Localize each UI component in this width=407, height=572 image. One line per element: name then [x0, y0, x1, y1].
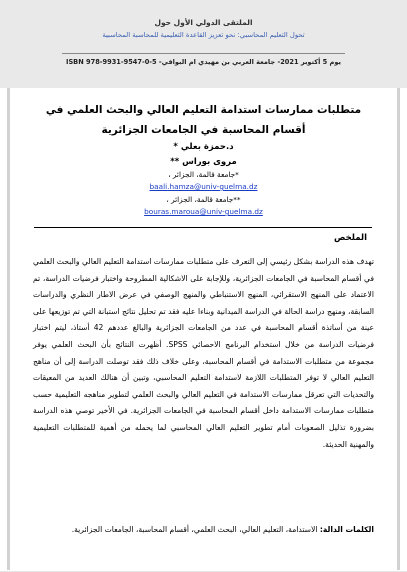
keywords-block: [33, 522, 374, 538]
header-band: [0, 0, 407, 88]
conference-title: الملتقى الدولي الأول حول: [154, 18, 253, 27]
header-divider: [62, 53, 345, 54]
affiliation-1: *جامعة قالمة، الجزائر ،: [168, 170, 239, 179]
author-2: مروى بوراس **: [170, 157, 237, 167]
author-1: د.حمزة بعلي *: [173, 142, 234, 152]
conference-subtitle-text: تحول التعليم المحاسبي: نحو تعزيز القاعدة التعليمية للمحاسبة المحاسبية: [102, 31, 305, 39]
paper-title: متطلبات ممارسات استدامة التعليم العالي والبحث العلمي في أقسام المحاسبة في الجامعات الجزائرية: [45, 104, 362, 136]
email-link-1[interactable]: baali.hamza@univ-guelma.dz: [149, 182, 258, 191]
email-link-2[interactable]: bouras.maroua@univ-guelma.dz: [144, 207, 263, 216]
keywords-label: الكلمات الدالة:: [319, 525, 374, 534]
abstract-heading: الملخص: [334, 233, 367, 243]
abstract-body: تهدف هذه الدراسة بشكل رئيسي إلى التعرف على متطلبات ممارسات استدامة التعليم العالي والبحث العلمي في أقسام المحاسبة في الجامعات الجزائرية، وللإجابة على الاشكالية المطروحة واختبار فرضيات الدراسة، تم الاعتماد على المنهج الاستقرائي، المنهج الاستنباطي والمنهج الوصفي في عرض الاطار النظري والدراسات السابقة، ومنهج دراسة الحالة في الدراسة الميدانية وبناءا عليه فقد تم تحليل نتائج استبانة التي تم توزيعها على عينة من أساتذة أقسام المحاسبة في عدد من الجامعات الجزائرية والبالغ عددهم 42 أستاذ، ليتم اختبار فرضيات الدراسة من خلال استخدام البرنامج الاحصائي SPSS. أظهرت النتائج بأن البحث العلمي يوفر مجموعة من متطلبات الاستدامة في أقسام المحاسبة، وعلى خلاف ذلك فقد توصلت الدراسة إلى أن مناهج التعليم العالي لا توفر المتطلبات اللازمة لاستدامة التعليم المحاسبي، وتبين أن هنالك العديد من المعيقات والتحديات التي تعرقل ممارسات الاستدامة في التعليم العالي والبحث العلمي لتطوير مناهجه التعليمية حسب متطلبات ممارسات الاستدامة داخل أقسام المحاسبة في الجامعات الجزائرية. في الأخير توصي هذه الدراسة بضرورة تذليل الصعوبات أمام تطوير التعليم العالي المحاسبي لما يحمله من أهمية للمتطلبات التعليمية والمهنية الحديثة.: [33, 257, 374, 449]
affiliation-2: **جامعة قالمة، الجزائر ،: [166, 195, 241, 204]
section-divider: [34, 227, 372, 228]
keywords-text: الاستدامة، التعليم العالي، البحث العلمي، أقسام المحاسبة، الجامعات الجزائرية.: [71, 525, 318, 534]
conference-subtitle: [0, 31, 407, 39]
conference-info: يوم 5 أكتوبر 2021- جامعة العربي بن مهيدي ام البواقي- ISBN 978-9931-9547-0-5: [65, 58, 341, 66]
